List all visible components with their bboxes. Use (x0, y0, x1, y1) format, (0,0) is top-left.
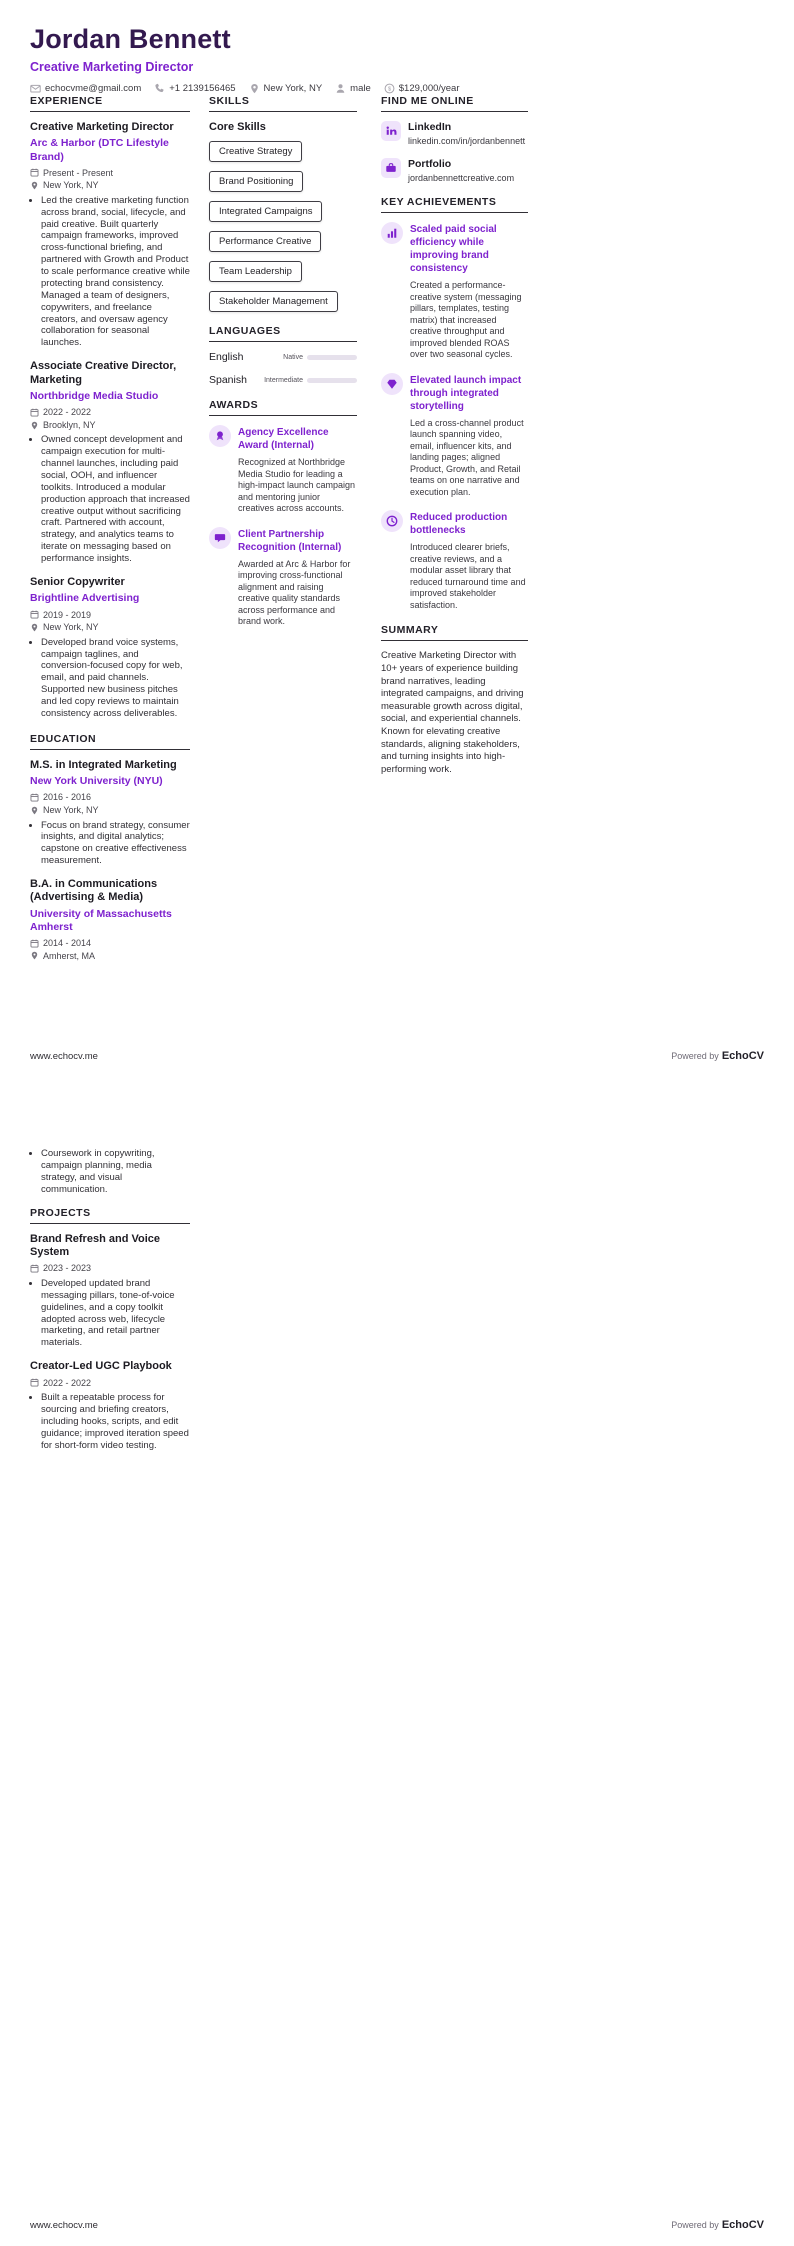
candidate-name: Jordan Bennett (30, 24, 231, 54)
achievement-description: Introduced clearer briefs, creative reviews, and a modular asset library that reduced turnaround time and improved stakeholder satisfaction. (410, 542, 526, 610)
language-level: Intermediate (264, 376, 303, 384)
job-dates (30, 406, 190, 419)
job-dates-text: 2022 - 2022 (43, 407, 92, 418)
language-row (209, 351, 357, 363)
project-title: Creator-Led UGC Playbook (30, 1360, 172, 1373)
online-label: Portfolio (408, 158, 452, 170)
project-dates-text: 2022 - 2022 (43, 1377, 92, 1388)
company-link[interactable]: Arc & Harbor (DTC Lifestyle Brand) (30, 137, 169, 163)
diamond-icon (381, 373, 403, 395)
achievement-title: Scaled paid social efficiency while improving brand consistency (410, 224, 497, 274)
education-dates (30, 937, 190, 950)
middle-column (209, 95, 357, 641)
achievement-head (381, 222, 528, 275)
skill-chip: Team Leadership (209, 261, 302, 282)
contact-gender (335, 83, 371, 94)
award-card (209, 425, 357, 515)
job-dates (30, 609, 190, 622)
calendar-icon (30, 168, 39, 177)
language-proficiency-bar (307, 378, 357, 383)
education-bullets (41, 820, 190, 868)
online-profile-text (408, 121, 525, 146)
contact-phone[interactable] (154, 83, 235, 94)
project-bullets (41, 1278, 190, 1349)
contact-salary (384, 83, 460, 94)
achievement-head (381, 510, 528, 537)
online-profile-portfolio[interactable] (381, 158, 528, 183)
section-heading-languages: LANGUAGES (209, 325, 357, 342)
company-link[interactable]: Northbridge Media Studio (30, 390, 159, 403)
echocv-brand: EchoCV (721, 2219, 764, 2231)
powered-by-prefix: Powered by (671, 2220, 719, 2230)
project-entry (30, 1360, 190, 1451)
left-column-page2 (30, 1145, 190, 1465)
calendar-icon (30, 1264, 39, 1273)
achievement-card (381, 510, 528, 611)
achievement-description: Led a cross-channel product launch spanning video, email, influencer kits, and landing pages; aligned Product, Growth, and Retail teams on one narrative and execution plan. (410, 417, 524, 497)
language-name: Spanish (209, 374, 247, 386)
contact-salary-text: $129,000/year (398, 83, 460, 94)
powered-by-prefix: Powered by (671, 1051, 719, 1061)
job-location (30, 621, 190, 634)
award-head (209, 425, 357, 452)
company-link[interactable]: Brightline Advertising (30, 592, 140, 605)
experience-entry (30, 121, 190, 349)
education-section (30, 733, 190, 962)
experience-section (30, 95, 190, 720)
job-location (30, 179, 190, 192)
summary-section (381, 624, 528, 776)
location-icon (30, 951, 39, 960)
online-url[interactable]: jordanbennettcreative.com (408, 173, 515, 183)
job-location (30, 419, 190, 432)
award-description: Recognized at Northbridge Media Studio for leading a high-impact launch campaign and mentoring junior creatives across accounts. (238, 457, 356, 514)
award-card (209, 527, 357, 628)
location-icon (249, 83, 260, 94)
online-url[interactable]: linkedin.com/in/jordanbennett (408, 136, 526, 146)
achievement-card (381, 222, 528, 361)
skill-chip: Brand Positioning (209, 171, 303, 192)
job-title: Associate Creative Director, Marketing (30, 360, 177, 386)
phone-icon (154, 83, 165, 94)
education-location (30, 804, 190, 817)
powered-by (671, 2219, 764, 2231)
portfolio-icon (381, 158, 401, 178)
svg-text:$: $ (387, 86, 391, 93)
email-icon (30, 83, 41, 94)
achievement-title: Elevated launch impact through integrated storytelling (410, 374, 522, 412)
location-icon (30, 421, 39, 430)
job-bullets (41, 195, 190, 349)
clock-icon (381, 510, 403, 532)
bullet-item: • Owned concept development and campaign execution for multi-channel launches, including paid social, OOH, and influencer toolkits. Introduced a modular production approach that increased creative output without sacrificing craft. Partnered with account, strategy, and analytics teams to iterate on messaging based on performance insights. (41, 434, 190, 565)
award-title: Client Partnership Recognition (Internal) (238, 528, 342, 553)
calendar-icon (30, 408, 39, 417)
contact-location-text: New York, NY (263, 83, 323, 94)
project-title: Brand Refresh and Voice System (30, 1232, 160, 1258)
degree-title: B.A. in Communications (Advertising & Media) (30, 878, 158, 904)
project-dates (30, 1262, 190, 1275)
bullet-item: • Coursework in copywriting, campaign planning, media strategy, and visual communication. (41, 1148, 190, 1196)
section-heading-projects: PROJECTS (30, 1207, 190, 1224)
find-me-online-section (381, 95, 528, 183)
bullet-item: • Led the creative marketing function across brand, social, lifecycle, and paid creative. Built quarterly campaign frameworks, improved cross-functional briefing, and partnered with Growth and Product to scale performance creative while protecting brand consistency. Managed a team of designers, copywriters, and freelance creators, and oversaw agency collaboration for seasonal launches. (41, 195, 190, 349)
education-entry (30, 878, 190, 962)
calendar-icon (30, 610, 39, 619)
job-dates-text: Present - Present (43, 167, 114, 178)
experience-entry (30, 576, 190, 720)
online-label: LinkedIn (408, 121, 452, 133)
award-head (209, 527, 357, 554)
footer-website-link[interactable]: www.echocv.me (30, 1051, 98, 1062)
contact-phone-text: +1 2139156465 (169, 83, 236, 94)
job-dates (30, 167, 190, 180)
job-dates-text: 2019 - 2019 (43, 609, 92, 620)
education-dates-text: 2016 - 2016 (43, 792, 92, 803)
language-name: English (209, 351, 244, 363)
education-entry (30, 759, 190, 867)
section-heading-key-achievements: KEY ACHIEVEMENTS (381, 196, 528, 213)
project-bullets (41, 1392, 190, 1451)
calendar-icon (30, 1378, 39, 1387)
education-location-text: Amherst, MA (43, 950, 96, 961)
contact-email[interactable] (30, 83, 141, 94)
skill-chip: Creative Strategy (209, 141, 302, 162)
degree-title: M.S. in Integrated Marketing (30, 758, 177, 771)
powered-by (671, 1050, 764, 1062)
section-heading-summary: SUMMARY (381, 624, 528, 641)
education-dates-text: 2014 - 2014 (43, 938, 92, 949)
achievement-title: Reduced production bottlenecks (410, 512, 508, 537)
bullet-item: • Developed updated brand messaging pillars, tone-of-voice guidelines, and a copy toolkit adopted across web, lifecycle marketing, and retail partner materials. (41, 1278, 190, 1349)
projects-section (30, 1207, 190, 1452)
recognition-icon (209, 527, 231, 549)
section-heading-experience: EXPERIENCE (30, 95, 190, 112)
education-entry-continued (30, 1148, 190, 1196)
chart-icon (381, 222, 403, 244)
skills-section (209, 95, 357, 312)
online-profile-text (408, 158, 514, 183)
language-row (209, 374, 357, 386)
section-heading-find-me-online: FIND ME ONLINE (381, 95, 528, 112)
linkedin-icon (381, 121, 401, 141)
job-location-text: Brooklyn, NY (43, 419, 96, 430)
section-heading-education: EDUCATION (30, 733, 190, 750)
job-bullets (41, 434, 190, 565)
right-column (381, 95, 528, 790)
bullet-item: • Focus on brand strategy, consumer insights, and digital analytics; capstone on creative effectiveness measurement. (41, 820, 190, 868)
job-location-text: New York, NY (43, 180, 99, 191)
job-bullets (41, 637, 190, 720)
education-location-text: New York, NY (43, 804, 99, 815)
education-dates (30, 791, 190, 804)
education-location (30, 950, 190, 963)
skill-chip: Integrated Campaigns (209, 201, 322, 222)
job-title: Senior Copywriter (30, 575, 125, 588)
medal-icon (209, 425, 231, 447)
contact-location (249, 83, 323, 94)
page-footer (30, 1050, 764, 1062)
school-link[interactable]: University of Massachusetts Amherst (30, 907, 172, 933)
language-level: Native (283, 353, 303, 361)
skills-group-label: Core Skills (209, 121, 266, 133)
contact-gender-text: male (350, 83, 371, 94)
key-achievements-section (381, 196, 528, 611)
contact-row (30, 83, 764, 94)
school-link[interactable]: New York University (NYU) (30, 775, 163, 788)
left-column (30, 95, 190, 975)
bullet-item: • Built a repeatable process for sourcing and briefing creators, including hooks, scripts, and edit guidance; improved iteration speed for short-form video testing. (41, 1392, 190, 1451)
job-location-text: New York, NY (43, 622, 99, 633)
languages-section (209, 325, 357, 386)
online-profile-linkedin[interactable] (381, 121, 528, 146)
location-icon (30, 806, 39, 815)
resume-page-2 (0, 1123, 794, 2246)
achievement-head (381, 373, 528, 413)
echocv-brand: EchoCV (721, 1050, 764, 1062)
location-icon (30, 181, 39, 190)
awards-section (209, 399, 357, 628)
award-description: Awarded at Arc & Harbor for improving cross-functional alignment and raising creative quality standards across performance and brand work. (238, 558, 351, 627)
summary-text: Creative Marketing Director with 10+ years of experience building brand narratives, leading integrated campaigns, and driving measurable growth across digital, social, and experiential channels. Known for elevating creative standards, aligning stakeholders, and turning insights into high-performing work. (381, 650, 524, 775)
education-bullets (41, 1148, 190, 1196)
language-proficiency-bar (307, 355, 357, 360)
achievement-description: Created a performance-creative system (messaging pillars, templates, testing matrix) that increased creative throughput and improved blended ROAS over two seasonal cycles. (410, 280, 522, 360)
section-heading-skills: SKILLS (209, 95, 357, 112)
candidate-title: Creative Marketing Director (30, 60, 194, 74)
page-footer (30, 2219, 764, 2231)
salary-icon (384, 83, 395, 94)
skill-chip: Performance Creative (209, 231, 321, 252)
skill-chip: Stakeholder Management (209, 291, 338, 312)
project-dates-text: 2023 - 2023 (43, 1263, 92, 1274)
calendar-icon (30, 939, 39, 948)
contact-email-text: echocvme@gmail.com (45, 83, 142, 94)
project-dates (30, 1377, 190, 1390)
award-title: Agency Excellence Award (Internal) (238, 427, 329, 451)
footer-website-link[interactable]: www.echocv.me (30, 2220, 98, 2231)
experience-entry (30, 360, 190, 565)
project-entry (30, 1233, 190, 1350)
section-heading-awards: AWARDS (209, 399, 357, 416)
job-title: Creative Marketing Director (30, 121, 174, 133)
achievement-card (381, 373, 528, 499)
bullet-item: • Developed brand voice systems, campaign taglines, and conversion-focused copy for web, email, and paid channels. Supported new business pitches and led copy reviews to maintain consistency across deliverables. (41, 637, 190, 720)
gender-icon (335, 83, 346, 94)
location-icon (30, 623, 39, 632)
calendar-icon (30, 793, 39, 802)
resume-header (30, 24, 764, 94)
